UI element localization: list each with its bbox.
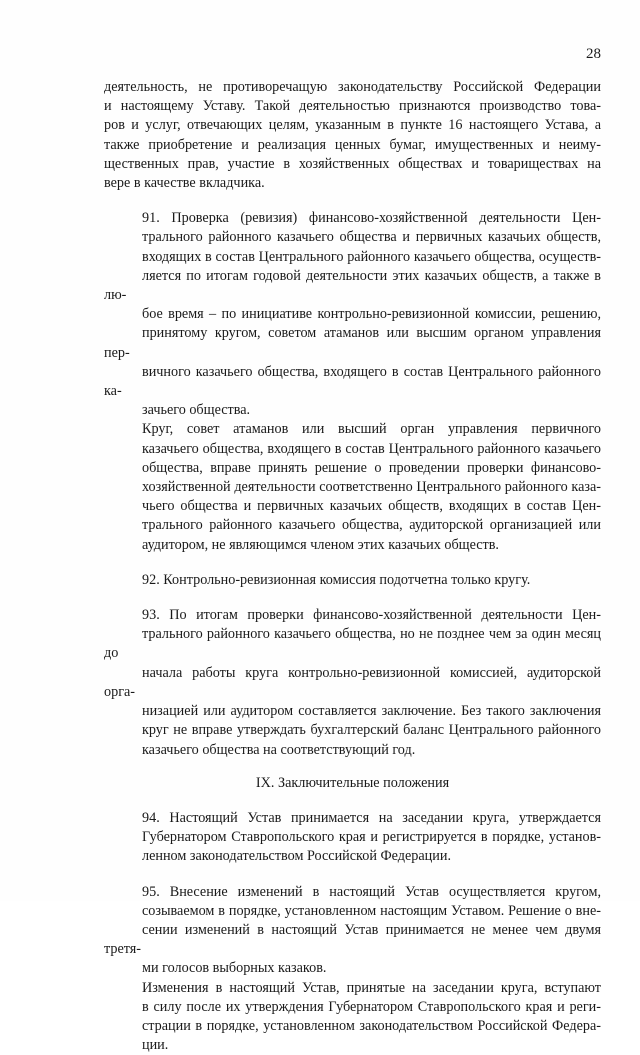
text-line: Круг, совет атаманов или высший орган управления первичного xyxy=(142,421,601,438)
paragraph-93 xyxy=(104,606,601,760)
text-line: казачьего общества на соответствующий год. xyxy=(142,741,416,758)
text-line: ленном законодательством Российской Федерации. xyxy=(142,848,452,865)
text-line: вичного казачьего общества, входящего в состав Центрального районного ка- xyxy=(104,363,601,400)
text-line: ляется по итогам годовой деятельности этих казачьих обществ, а также в лю- xyxy=(104,267,601,304)
section-heading: IX. Заключительные положения xyxy=(255,774,450,791)
text-line: принятому кругом, советом атаманов или высшим органом управления пер- xyxy=(104,325,601,361)
text-line: страции в порядке, установленном законодательством Российской Федера- xyxy=(142,1017,601,1034)
text-line: начала работы круга контрольно-ревизионной комиссией, аудиторской орга- xyxy=(104,664,601,700)
text-line: хозяйственной деятельности соответственно Центрального районного каза- xyxy=(142,479,601,496)
text-line: трального районного казачьего общества и первичных казачьих обществ, xyxy=(142,229,601,246)
text-line: сении изменений в настоящий Устав принимается не менее чем двумя третя- xyxy=(104,921,601,958)
text-line: входящих в состав Центрального районного казачьего общества, осуществ- xyxy=(142,248,601,265)
text-line: бое время – по инициативе контрольно-ревизионной комиссии, решению, xyxy=(142,306,601,323)
text-line: и настоящему Уставу. Такой деятельностью признаются производство това- xyxy=(104,98,601,115)
text-line: Губернатором Ставропольского края и регистрируется в порядке, установ- xyxy=(142,829,601,846)
text-line: деятельность, не противоречащую законодательству Российской Федерации xyxy=(104,79,601,95)
text-line: трального районного казачьего общества, аудиторской организацией или xyxy=(142,517,601,534)
text-line: ров и услуг, отвечающих целям, указанным в пункте 16 настоящего Устава, а xyxy=(104,117,601,134)
text-line: казачьего общества, входящего в состав Центрального районного казачьего xyxy=(142,440,601,457)
text-line: 92. Контрольно-ревизионная комиссия подотчетна только кругу. xyxy=(142,571,531,588)
text-line: чьего общества и первичных казачьих обществ, входящих в состав Цен- xyxy=(142,498,601,515)
text-line: вере в качестве вкладчика. xyxy=(104,175,265,192)
text-line: общества, вправе принять решение о проведении проверки финансово- xyxy=(142,459,601,476)
text-line: 94. Настоящий Устав принимается на заседании круга, утверждается xyxy=(142,809,601,826)
page-number: 28 xyxy=(586,46,601,62)
text-line: круг не вправе утверждать бухгалтерский баланс Центрального районного xyxy=(142,722,601,739)
paragraph-95 xyxy=(104,883,601,979)
text-line: ми голосов выборных казаков. xyxy=(142,960,327,977)
paragraph-92 xyxy=(104,571,601,590)
paragraph-94 xyxy=(104,809,601,867)
text-line: 95. Внесение изменений в настоящий Устав осуществляется кругом, xyxy=(142,883,601,900)
text-line: в силу после их утверждения Губернатором Ставропольского края и реги- xyxy=(142,998,601,1015)
text-line: трального районного казачьего общества, но не позднее чем за один месяц до xyxy=(104,626,601,662)
text-line: также приобретение и реализация ценных бумаг, имущественных и неиму- xyxy=(104,136,601,153)
text-line: Изменения в настоящий Устав, принятые на заседании круга, вступают xyxy=(142,979,601,996)
text-line: 93. По итогам проверки финансово-хозяйственной деятельности Цен- xyxy=(142,607,601,624)
document-body xyxy=(104,78,601,1055)
paragraph-activity-continuation xyxy=(104,78,601,193)
text-line: 91. Проверка (ревизия) финансово-хозяйственной деятельности Цен- xyxy=(142,210,601,227)
text-line: ции. xyxy=(142,1037,169,1054)
text-line: аудитором, не являющимся членом этих казачьих обществ. xyxy=(142,536,499,553)
paragraph-91-audit xyxy=(104,420,601,554)
paragraph-95-amendments xyxy=(104,979,601,1055)
paragraph-91 xyxy=(104,209,601,420)
text-line: щественных прав, участие в хозяйственных обществах и товариществах на xyxy=(104,155,601,172)
text-line: зачьего общества. xyxy=(142,402,251,419)
text-line: низацией или аудитором составляется заключение. Без такого заключения xyxy=(142,703,601,720)
text-line: созываемом в порядке, установленном настоящим Уставом. Решение о вне- xyxy=(142,902,601,919)
